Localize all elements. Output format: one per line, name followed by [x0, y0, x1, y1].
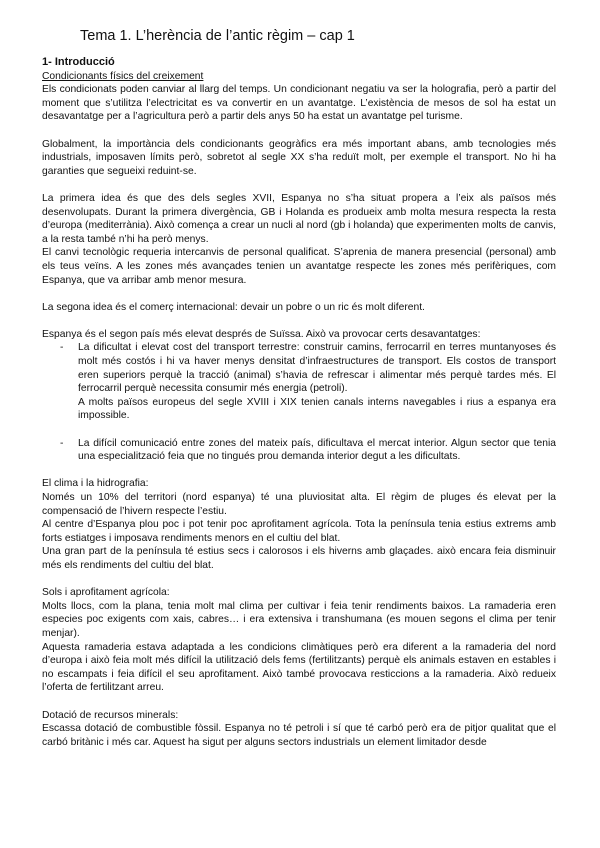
- bullet-dash: -: [60, 342, 64, 354]
- subheading-minerals: Dotació de recursos minerals:: [42, 709, 179, 721]
- list-item: [42, 341, 556, 423]
- bullet-dash: -: [60, 437, 64, 449]
- section-heading: 1- Introducció: [42, 56, 115, 68]
- paragraph: El canvi tecnològic requeria intercanvis de personal qualificat. S’aprenia de manera presencial (personal) amb els teus veïns. A les zones més avançades tenien un avantatge respecte les zones més perifèriques, com Espanya, que va arribar amb menor mesura.: [42, 247, 556, 286]
- subheading-soils: Sols i aprofitament agrícola:: [42, 587, 170, 599]
- list-item-extra: A molts països europeus del segle XVIII i XIX tenien canals interns navegables i rius a espanya era impossible.: [78, 396, 556, 422]
- paragraph: Al centre d’Espanya plou poc i pot tenir poc aprofitament agrícola. Tota la península tenia estius extrems amb forts estiatges i imposava rendiments menors en el cultiu del blat.: [42, 519, 556, 544]
- list-item-text: La difícil comunicació entre zones del mateix país, dificultava el mercat interior. Algun sector que tenia una especialització feia que no tingués prou demanda interior degut a les dificultats.: [78, 437, 556, 463]
- paragraph: Una gran part de la península té estius secs i calorosos i els hiverns amb glaçades. això encara feia disminuir més els rendiments del cultiu del blat.: [42, 546, 556, 571]
- document-body: [42, 56, 556, 749]
- paragraph: La segona idea és el comerç internacional: devair un pobre o un ric és molt diferent.: [42, 301, 425, 313]
- paragraph: Aquesta ramaderia estava adaptada a les condicions climàtiques però era diferent a la ramaderia del nord d’europa i això feia molt més difícil la utilització dels fems (fertilitzants) perquè els animals estaven en estables i no escampats i feia difícil el seu aprofitament. Això també provocava resticcions a la ramaderia. Això redueix l’oferta de fertilitzant arreu.: [42, 641, 556, 694]
- paragraph: La primera idea és que des dels segles XVII, Espanya no s’ha situat propera a l’eix als països més desenvolupats. Durant la primera divergència, GB i Holanda es produeix amb molta mesura respecta la resta d’europa (mediterrània). Això comença a crear un nucli al nord (gb i holanda) que experimenten molts de canvis, a la resta també n’hi ha però menys.: [42, 192, 556, 245]
- paragraph: Escassa dotació de combustible fòssil. Espanya no té petroli i sí que té carbó però era de pitjor qualitat que el carbó britànic i més car. Aquest ha sigut per alguns sectors industrials un element limitador desde: [42, 723, 556, 748]
- paragraph: Els condicionats poden canviar al llarg del temps. Un condicionant negatiu va ser la holografia, però a partir del moment que s’utilitza l’electricitat es va convertir en un avantatge. L’existència de mesos de sol ha estat un desavantatge per a l’agricultura però a partir dels anys 50 ha estat un avantatge pel turisme.: [42, 84, 556, 123]
- paragraph: Només un 10% del territori (nord espanya) té una pluviositat alta. El règim de pluges és elevat per la compensació de l’hivern respecte l’estiu.: [42, 492, 556, 517]
- subheading-physical-conditions: Condicionants físics del creixement: [42, 70, 204, 82]
- bullet-list: [42, 341, 556, 463]
- subheading-climate: El clima i la hidrografia:: [42, 478, 149, 490]
- list-item-text: La dificultat i elevat cost del transport terrestre: construir camins, ferrocarril en terres muntanyoses és molt més costós i hi va haver menys densitat d’infraestructures de transport. Els costos de transport eren superiors perquè la tracció (animal) s’havia de refrescar i alimentar més perquè tardes més. El ferrocarril perquè necessita consumir més energia (petroli).: [78, 342, 556, 395]
- paragraph: Espanya és el segon país més elevat després de Suïssa. Això va provocar certs desavantatges:: [42, 328, 481, 340]
- paragraph: Globalment, la importància dels condicionants geogràfics era més important abans, amb tecnologies més industrials, imposaven límits però, sobretot al segle XX s’ha reduït molt, per exemple el transport. No hi ha garanties que segueixi reduint-se.: [42, 138, 556, 177]
- list-item: [42, 437, 556, 464]
- paragraph: Molts llocs, com la plana, tenia molt mal clima per cultivar i feia tenir rendiments baixos. La ramaderia eren especies poc exigents com xais, cabres… i era extensiva i transhumana (es mouen segons el clima per tenir menjar).: [42, 600, 556, 639]
- document-title: Tema 1. L’herència de l’antic règim – cap 1: [80, 28, 355, 44]
